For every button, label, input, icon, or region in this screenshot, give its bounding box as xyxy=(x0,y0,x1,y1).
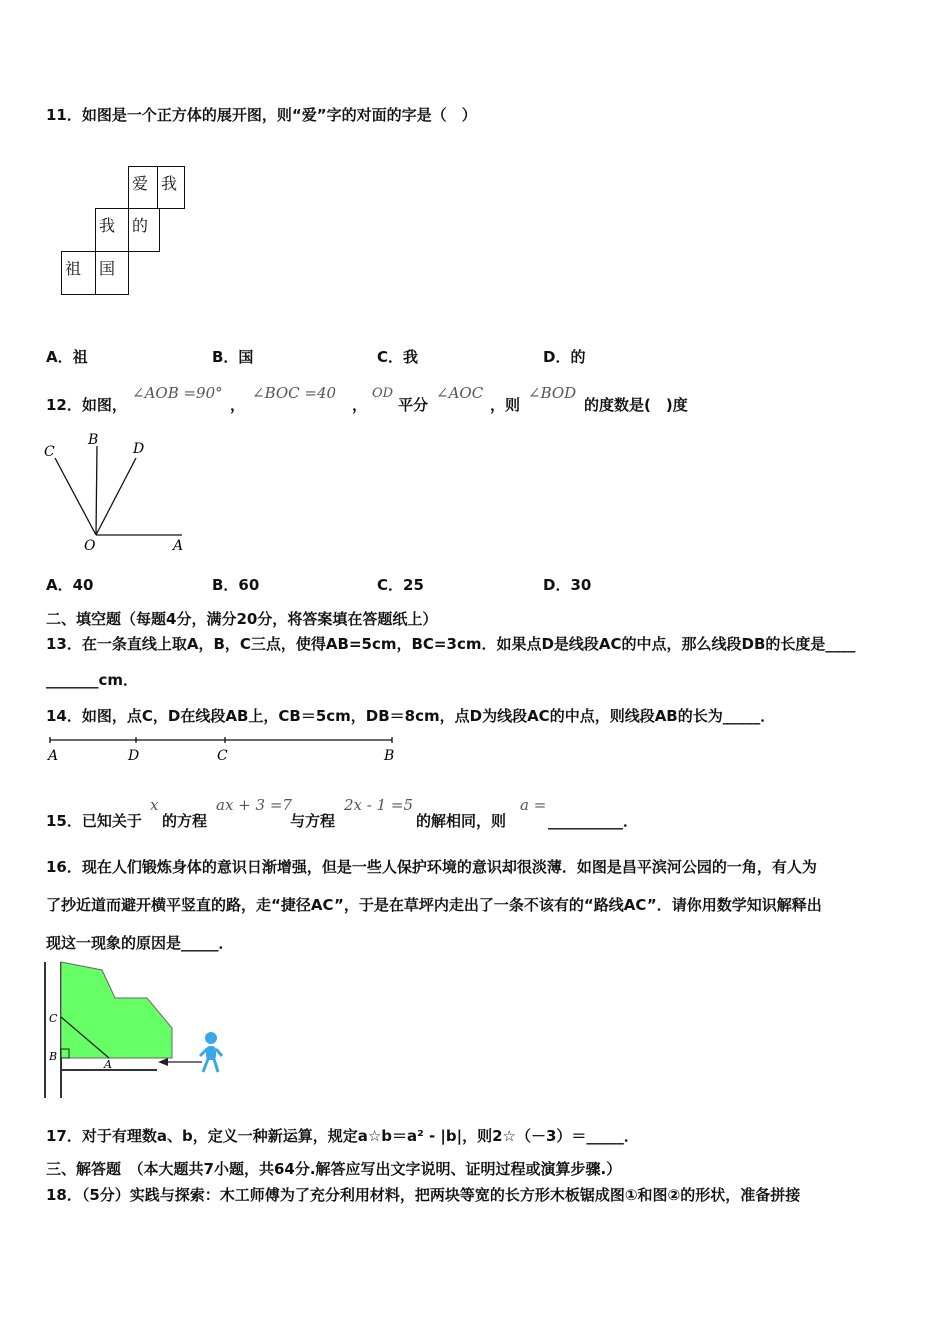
q12-math-bod: ∠BOD xyxy=(528,384,577,402)
q15-text: 的解相同，则 xyxy=(416,812,507,830)
net-cell: 我 xyxy=(95,208,129,252)
label-b: B xyxy=(49,1050,58,1063)
q16-line1: 16．现在人们锻炼身体的意识日渐增强，但是一些人保护环境的意识却很淡薄．如图是昌平滨河公园的一角，有人为 xyxy=(46,858,817,876)
q15-math-eq1: ax + 3 =7 xyxy=(216,796,292,814)
q16-park-figure xyxy=(40,958,230,1102)
label-c: C xyxy=(44,444,55,460)
q12-option-a[interactable]: A．40 xyxy=(46,576,94,594)
q15-text: 的方程 xyxy=(162,812,208,830)
q12-sep: ， xyxy=(230,396,246,414)
ray-ob xyxy=(96,446,97,535)
q12-text: ，则 xyxy=(490,396,521,414)
q12-text: 的度数是( )度 xyxy=(584,396,688,414)
q15-prefix: 15．已知关于 xyxy=(46,812,142,830)
q15-answer-blank[interactable]: __________． xyxy=(548,812,639,830)
q12-math-aob: ∠AOB =90° xyxy=(132,384,223,402)
q17-text: 17．对于有理数a、b，定义一种新运算，规定a☆b＝a² - |b|，则2☆（－3）＝_____． xyxy=(46,1127,639,1145)
net-cell: 爱 xyxy=(128,166,158,209)
q12-math-aoc: ∠AOC xyxy=(436,384,484,402)
q14-segment-figure xyxy=(44,732,404,766)
net-cell: 的 xyxy=(128,208,160,252)
label-a: A xyxy=(173,538,184,554)
q11-option-c[interactable]: C．我 xyxy=(377,348,419,366)
label-d: D xyxy=(133,441,145,457)
q12-option-c[interactable]: C．25 xyxy=(377,576,424,594)
net-cell: 国 xyxy=(95,251,129,295)
q16-line2: 了抄近道而避开横平竖直的路，走“捷径AC”，于是在草坪内走出了一条不该有的“路线AC”．请你用数学知识解释出 xyxy=(46,896,822,914)
q14-text: 14．如图，点C，D在线段AB上，CB＝5cm，DB＝8cm，点D为线段AC的中点，则线段AB的长为_____． xyxy=(46,707,776,725)
q12-option-d[interactable]: D．30 xyxy=(543,576,592,594)
q11-option-b[interactable]: B．国 xyxy=(212,348,254,366)
q15-math-x: x xyxy=(150,796,159,814)
label-c: C xyxy=(217,748,228,764)
q12-math-boc: ∠BOC =40 xyxy=(252,384,337,402)
ray-oc xyxy=(55,458,96,535)
q12-text: 平分 xyxy=(398,396,429,414)
q13-line2: _______cm． xyxy=(46,671,139,689)
q12-math-od: OD xyxy=(372,386,394,401)
net-cell: 我 xyxy=(157,166,185,209)
q13-line1: 13．在一条直线上取A，B，C三点，使得AB=5cm，BC=3cm．如果点D是线段AC的中点，那么线段DB的长度是____ xyxy=(46,635,856,653)
walking-person-icon xyxy=(200,1032,222,1072)
q12-sep: ， xyxy=(352,396,368,414)
arrow-head-icon xyxy=(158,1058,168,1066)
label-a: A xyxy=(104,1058,112,1071)
label-o: O xyxy=(84,538,96,554)
grass-lawn xyxy=(61,962,172,1058)
section-3-heading: 三、解答题 （本大题共7小题，共64分.解答应写出文字说明、证明过程或演算步骤.） xyxy=(46,1160,622,1178)
ray-od xyxy=(96,458,136,535)
q11-option-d[interactable]: D．的 xyxy=(543,348,586,366)
q11-option-a[interactable]: A．祖 xyxy=(46,348,88,366)
q15-math-a: a = xyxy=(520,796,547,814)
q18-text: 18．（5分）实践与探索：木工师傅为了充分利用材料，把两块等宽的长方形木板锯成图①和图②的形状，准备拼接 xyxy=(46,1186,801,1204)
q11-stem: 11．如图是一个正方体的展开图，则“爱”字的对面的字是（ ） xyxy=(46,106,477,124)
q12-option-b[interactable]: B．60 xyxy=(212,576,260,594)
net-cell: 祖 xyxy=(61,251,96,295)
section-2-heading: 二、填空题（每题4分，满分20分，将答案填在答题纸上） xyxy=(46,610,438,628)
label-b: B xyxy=(384,748,395,764)
label-d: D xyxy=(128,748,140,764)
label-c: C xyxy=(49,1012,58,1025)
label-b: B xyxy=(88,432,99,448)
q15-text: 与方程 xyxy=(290,812,336,830)
q15-math-eq2: 2x - 1 =5 xyxy=(344,796,414,814)
label-a: A xyxy=(48,748,59,764)
q16-line3: 现这一现象的原因是_____． xyxy=(46,934,234,952)
q12-angle-figure xyxy=(40,428,200,556)
q12-prefix: 12．如图， xyxy=(46,396,127,414)
